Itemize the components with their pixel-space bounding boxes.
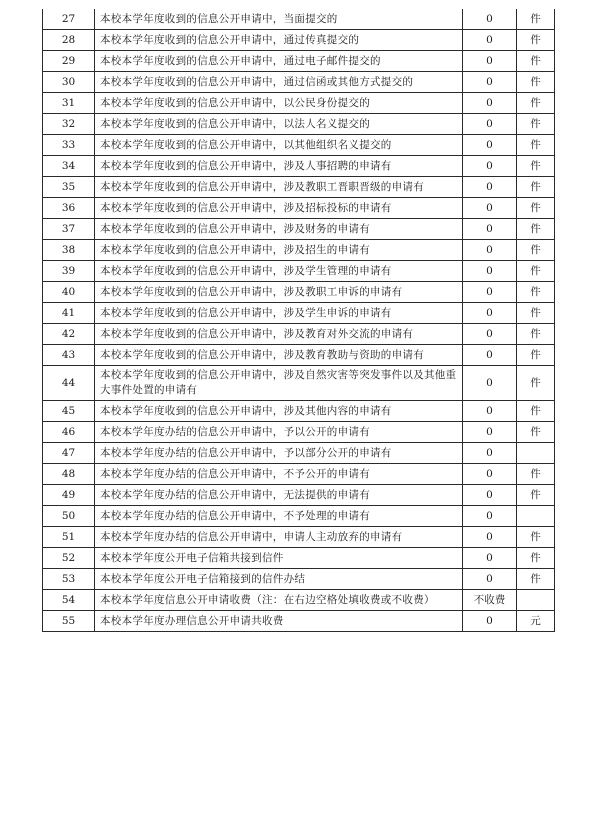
row-number: 53	[43, 569, 95, 590]
row-number: 46	[43, 422, 95, 443]
row-number: 29	[43, 51, 95, 72]
table-row	[43, 366, 555, 401]
row-value: 0	[463, 9, 517, 30]
row-unit: 件	[517, 485, 555, 506]
row-value: 0	[463, 198, 517, 219]
row-unit	[517, 506, 555, 527]
row-description: 本校本学年度收到的信息公开申请中，涉及教育对外交流的申请有	[95, 324, 463, 345]
table-row	[43, 9, 555, 30]
row-value: 0	[463, 135, 517, 156]
row-unit: 件	[517, 156, 555, 177]
row-unit: 件	[517, 93, 555, 114]
row-unit: 件	[517, 114, 555, 135]
row-number: 34	[43, 156, 95, 177]
row-description: 本校本学年度收到的信息公开申请中，涉及财务的申请有	[95, 219, 463, 240]
row-unit: 件	[517, 261, 555, 282]
table-row	[43, 72, 555, 93]
row-description: 本校本学年度收到的信息公开申请中，通过传真提交的	[95, 30, 463, 51]
table-row	[43, 93, 555, 114]
row-number: 45	[43, 401, 95, 422]
row-description: 本校本学年度公开电子信箱接到的信件办结	[95, 569, 463, 590]
row-unit: 件	[517, 548, 555, 569]
table-row	[43, 345, 555, 366]
row-description: 本校本学年度办结的信息公开申请中，予以公开的申请有	[95, 422, 463, 443]
row-value: 0	[463, 72, 517, 93]
row-number: 33	[43, 135, 95, 156]
row-value: 0	[463, 366, 517, 401]
row-description: 本校本学年度收到的信息公开申请中，涉及招生的申请有	[95, 240, 463, 261]
row-unit: 件	[517, 198, 555, 219]
row-unit	[517, 590, 555, 611]
row-unit: 件	[517, 527, 555, 548]
row-description: 本校本学年度办结的信息公开申请中，申请人主动放弃的申请有	[95, 527, 463, 548]
row-number: 55	[43, 611, 95, 632]
row-unit: 件	[517, 282, 555, 303]
row-value: 0	[463, 51, 517, 72]
row-value: 0	[463, 401, 517, 422]
table-row	[43, 303, 555, 324]
row-description: 本校本学年度办理信息公开申请共收费	[95, 611, 463, 632]
row-description: 本校本学年度办结的信息公开申请中，予以部分公开的申请有	[95, 443, 463, 464]
row-unit: 件	[517, 51, 555, 72]
row-description: 本校本学年度办结的信息公开申请中，不予公开的申请有	[95, 464, 463, 485]
row-number: 30	[43, 72, 95, 93]
table-row	[43, 548, 555, 569]
row-value: 0	[463, 303, 517, 324]
row-value: 0	[463, 156, 517, 177]
table-row	[43, 261, 555, 282]
row-value: 0	[463, 345, 517, 366]
row-number: 28	[43, 30, 95, 51]
row-unit: 件	[517, 135, 555, 156]
row-description: 本校本学年度收到的信息公开申请中，涉及自然灾害等突发事件以及其他重大事件处置的申请有	[95, 366, 463, 401]
row-unit: 件	[517, 401, 555, 422]
row-value: 0	[463, 324, 517, 345]
row-value: 0	[463, 177, 517, 198]
row-description: 本校本学年度收到的信息公开申请中，以其他组织名义提交的	[95, 135, 463, 156]
row-description: 本校本学年度收到的信息公开申请中，涉及学生管理的申请有	[95, 261, 463, 282]
row-number: 54	[43, 590, 95, 611]
row-description: 本校本学年度收到的信息公开申请中，通过信函或其他方式提交的	[95, 72, 463, 93]
table-row	[43, 401, 555, 422]
row-description: 本校本学年度信息公开申请收费（注：在右边空格处填收费或不收费）	[95, 590, 463, 611]
row-number: 47	[43, 443, 95, 464]
row-number: 48	[43, 464, 95, 485]
row-unit: 件	[517, 72, 555, 93]
row-value: 0	[463, 219, 517, 240]
table-row	[43, 569, 555, 590]
row-value: 0	[463, 114, 517, 135]
row-value: 0	[463, 443, 517, 464]
row-number: 52	[43, 548, 95, 569]
row-number: 49	[43, 485, 95, 506]
row-value: 0	[463, 261, 517, 282]
table-row	[43, 422, 555, 443]
row-description: 本校本学年度办结的信息公开申请中，不予处理的申请有	[95, 506, 463, 527]
row-unit: 件	[517, 464, 555, 485]
table-row	[43, 611, 555, 632]
row-description: 本校本学年度收到的信息公开申请中，以公民身份提交的	[95, 93, 463, 114]
row-unit: 件	[517, 9, 555, 30]
row-description: 本校本学年度收到的信息公开申请中，当面提交的	[95, 9, 463, 30]
row-number: 41	[43, 303, 95, 324]
row-number: 51	[43, 527, 95, 548]
row-unit	[517, 443, 555, 464]
row-description: 本校本学年度公开电子信箱共接到信件	[95, 548, 463, 569]
row-description: 本校本学年度收到的信息公开申请中，涉及教职工晋职晋级的申请有	[95, 177, 463, 198]
row-unit: 件	[517, 366, 555, 401]
row-description: 本校本学年度收到的信息公开申请中，涉及教育教助与资助的申请有	[95, 345, 463, 366]
row-unit: 元	[517, 611, 555, 632]
table-row	[43, 527, 555, 548]
row-description: 本校本学年度收到的信息公开申请中，涉及其他内容的申请有	[95, 401, 463, 422]
table-row	[43, 219, 555, 240]
row-number: 40	[43, 282, 95, 303]
table-row	[43, 324, 555, 345]
row-number: 32	[43, 114, 95, 135]
row-value: 0	[463, 464, 517, 485]
row-number: 42	[43, 324, 95, 345]
row-value: 不收费	[463, 590, 517, 611]
table-row	[43, 443, 555, 464]
row-value: 0	[463, 30, 517, 51]
table-row	[43, 282, 555, 303]
row-value: 0	[463, 422, 517, 443]
row-value: 0	[463, 485, 517, 506]
row-value: 0	[463, 506, 517, 527]
row-unit: 件	[517, 240, 555, 261]
table-row	[43, 240, 555, 261]
row-unit: 件	[517, 219, 555, 240]
row-number: 27	[43, 9, 95, 30]
table-row	[43, 30, 555, 51]
table-row	[43, 198, 555, 219]
table-row	[43, 590, 555, 611]
row-unit: 件	[517, 345, 555, 366]
table-row	[43, 485, 555, 506]
row-number: 31	[43, 93, 95, 114]
row-unit: 件	[517, 324, 555, 345]
row-description: 本校本学年度收到的信息公开申请中，涉及教职工申诉的申请有	[95, 282, 463, 303]
row-unit: 件	[517, 30, 555, 51]
row-value: 0	[463, 548, 517, 569]
row-number: 43	[43, 345, 95, 366]
row-unit: 件	[517, 569, 555, 590]
table-row	[43, 135, 555, 156]
row-number: 37	[43, 219, 95, 240]
row-description: 本校本学年度收到的信息公开申请中，以法人名义提交的	[95, 114, 463, 135]
row-value: 0	[463, 611, 517, 632]
info-disclosure-stats-table	[42, 9, 555, 632]
row-description: 本校本学年度办结的信息公开申请中，无法提供的申请有	[95, 485, 463, 506]
table-row	[43, 464, 555, 485]
row-number: 36	[43, 198, 95, 219]
row-number: 50	[43, 506, 95, 527]
row-description: 本校本学年度收到的信息公开申请中，通过电子邮件提交的	[95, 51, 463, 72]
table-row	[43, 51, 555, 72]
table-body	[43, 9, 555, 632]
row-description: 本校本学年度收到的信息公开申请中，涉及招标投标的申请有	[95, 198, 463, 219]
row-value: 0	[463, 569, 517, 590]
table-row	[43, 156, 555, 177]
table-row	[43, 506, 555, 527]
row-description: 本校本学年度收到的信息公开申请中，涉及人事招聘的申请有	[95, 156, 463, 177]
row-description: 本校本学年度收到的信息公开申请中，涉及学生申诉的申请有	[95, 303, 463, 324]
row-number: 35	[43, 177, 95, 198]
row-unit: 件	[517, 422, 555, 443]
row-unit: 件	[517, 177, 555, 198]
row-number: 44	[43, 366, 95, 401]
table-row	[43, 177, 555, 198]
row-value: 0	[463, 240, 517, 261]
table-row	[43, 114, 555, 135]
row-unit: 件	[517, 303, 555, 324]
row-value: 0	[463, 93, 517, 114]
row-number: 38	[43, 240, 95, 261]
row-value: 0	[463, 282, 517, 303]
row-number: 39	[43, 261, 95, 282]
row-value: 0	[463, 527, 517, 548]
